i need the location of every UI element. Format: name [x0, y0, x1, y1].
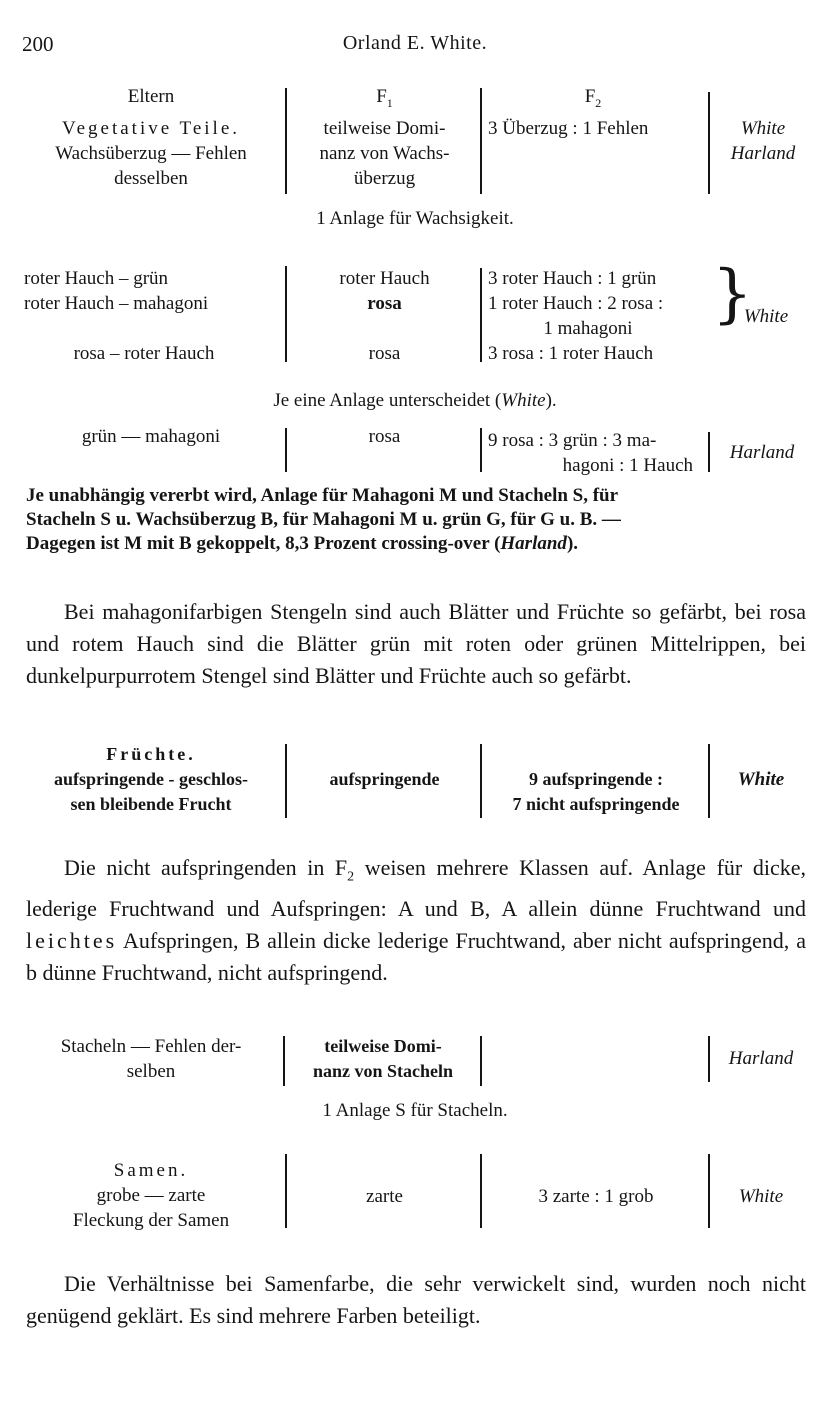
block6-f1: zarte [366, 1186, 403, 1207]
rule [285, 428, 287, 472]
rule [708, 432, 710, 472]
block6-f2: 3 zarte : 1 grob [538, 1186, 654, 1207]
block3-author: Harland [729, 442, 795, 463]
rule [285, 266, 287, 362]
rule [480, 1154, 482, 1228]
rule [285, 744, 287, 818]
rule [708, 1036, 710, 1082]
column-header-parents: Eltern [127, 86, 175, 107]
rule [480, 428, 482, 472]
block2-parents: roter Hauch – grün roter Hauch – mahagoni rosa – roter Hauch [24, 268, 215, 364]
block2-f2: 3 roter Hauch : 1 grün 1 roter Hauch : 2 rosa : 1 mahagoni 3 rosa : 1 roter Hauch [488, 268, 664, 364]
block1-author: White Harland [730, 118, 796, 164]
block4-f2: 9 aufspringende : 7 nicht aufspringende [512, 769, 680, 814]
running-title: Orland E. White. [342, 32, 488, 54]
block5-author: Harland [728, 1048, 794, 1069]
block1-f1: teilweise Domi- nanz von Wachs- überzug [319, 118, 450, 189]
block2-f1: roter Hauch rosa rosa [339, 268, 430, 364]
page-number: 200 [22, 32, 54, 56]
block4-author: White [737, 769, 785, 790]
block1-parents: Vegetative Teile. Wachsüberzug — Fehlen desselben [55, 118, 247, 189]
block5-note: 1 Anlage S für Stacheln. [322, 1100, 508, 1121]
rule [708, 744, 710, 818]
rule [285, 1154, 287, 1228]
block5-parents: Stacheln — Fehlen der- selben [60, 1036, 242, 1082]
rule [480, 1036, 482, 1086]
block4-parents: Früchte. aufspringende - geschlos- sen bleibende Frucht [53, 744, 248, 814]
rule [708, 1154, 710, 1228]
inheritance-summary: Je unabhängig vererbt wird, Anlage für Mahagoni M und Stacheln S, für Stacheln S u. Wachsüberzug B, für Mahagoni M u. grün G, für G u. B. — Dagegen ist M mit B gekoppelt, 8,3 Prozent crossing-over (Harland). [26, 485, 621, 554]
column-header-f1: $F_1$ [376, 86, 393, 110]
block2-author: White [743, 306, 789, 327]
block4-f1: aufspringende [329, 769, 440, 789]
brace: } [712, 257, 753, 331]
paragraph-seed: Die Verhältnisse bei Samenfarbe, die sehr verwickelt sind, wurden noch nicht genügend geklärt. Es sind mehrere Farben beteiligt. [26, 1271, 806, 1328]
block1-note: 1 Anlage für Wachsigkeit. [316, 208, 514, 229]
rule [285, 88, 287, 194]
block3-f1: rosa [368, 426, 401, 447]
block5-f1: teilweise Domi- nanz von Stacheln [312, 1036, 454, 1081]
block2-note: Je eine Anlage unterscheidet (White). [273, 390, 557, 411]
rule [480, 744, 482, 818]
block3-f2: 9 rosa : 3 grün : 3 ma- hagoni : 1 Hauch [488, 430, 693, 476]
block3-parents: grün — mahagoni [81, 426, 221, 447]
block6-author: White [738, 1186, 784, 1207]
paragraph-color: Bei mahagonifarbigen Stengeln sind auch Blätter und Früchte so gefärbt, bei rosa und rotem Hauch sind die Blätter grün mit roten oder grünen Mittelrippen, bei dunkelpurpurrotem Stengel sind Blätter und Früchte auch so gefärbt. [26, 599, 806, 688]
block1-f2: 3 Überzug : 1 Fehlen [488, 118, 649, 139]
rule [480, 88, 482, 194]
block6-parents: Samen. grobe — zarte Fleckung der Samen [72, 1160, 230, 1231]
rule [283, 1036, 285, 1086]
paragraph-fruit: Die nicht aufspringenden in $F_2$ weisen mehrere Klassen auf. Anlage für dicke, lederige Fruchtwand und Aufspringen: A und B, A allein dünne Fruchtwand und leichtes Aufspringen, B allein dicke lederige Fruchtwand, aber nicht aufspringend, a b dünne Fruchtwand, nicht aufspringend. [26, 855, 806, 986]
column-header-f2: $F_2$ [584, 86, 602, 110]
rule [480, 268, 482, 362]
rule [708, 92, 710, 194]
